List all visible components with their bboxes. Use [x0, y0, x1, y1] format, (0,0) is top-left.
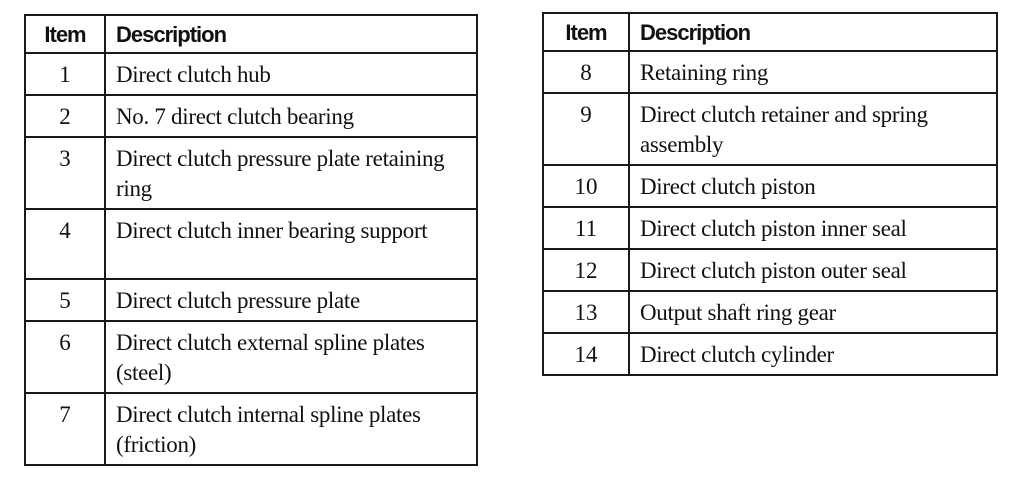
- item-number: 7: [25, 393, 105, 465]
- parts-table-left: [24, 14, 478, 466]
- table-row: [25, 95, 477, 137]
- item-number: 6: [25, 321, 105, 393]
- item-number: 4: [25, 209, 105, 279]
- item-description: Direct clutch inner bearing support: [105, 209, 477, 279]
- item-number: 9: [543, 93, 629, 165]
- item-description: Direct clutch pressure plate retaining ring: [105, 137, 477, 209]
- item-number: 14: [543, 333, 629, 375]
- table-row: [25, 393, 477, 465]
- item-description: Direct clutch piston: [629, 165, 997, 207]
- item-number: 11: [543, 207, 629, 249]
- header-row: [543, 13, 997, 51]
- item-number: 12: [543, 249, 629, 291]
- item-number: 2: [25, 95, 105, 137]
- item-description: Direct clutch pressure plate: [105, 279, 477, 321]
- item-description: Direct clutch cylinder: [629, 333, 997, 375]
- table-row: [25, 209, 477, 279]
- item-number: 1: [25, 53, 105, 95]
- item-number: 10: [543, 165, 629, 207]
- description-header: Description: [105, 15, 477, 53]
- item-header: Item: [543, 13, 629, 51]
- item-description: Direct clutch retainer and spring assembly: [629, 93, 997, 165]
- item-description: Direct clutch internal spline plates (friction): [105, 393, 477, 465]
- table-row: [543, 51, 997, 93]
- item-number: 8: [543, 51, 629, 93]
- item-description: Direct clutch piston outer seal: [629, 249, 997, 291]
- item-description: Direct clutch external spline plates (steel): [105, 321, 477, 393]
- table-row: [25, 137, 477, 209]
- description-header: Description: [629, 13, 997, 51]
- item-number: 13: [543, 291, 629, 333]
- table-row: [543, 249, 997, 291]
- header-row: [25, 15, 477, 53]
- item-description: Direct clutch piston inner seal: [629, 207, 997, 249]
- item-header: Item: [25, 15, 105, 53]
- table-row: [25, 321, 477, 393]
- table-row: [543, 165, 997, 207]
- parts-table-right: [542, 12, 998, 376]
- table-row: [543, 291, 997, 333]
- item-description: Output shaft ring gear: [629, 291, 997, 333]
- item-description: No. 7 direct clutch bearing: [105, 95, 477, 137]
- table-row: [543, 333, 997, 375]
- table-row: [543, 93, 997, 165]
- item-description: Retaining ring: [629, 51, 997, 93]
- item-number: 3: [25, 137, 105, 209]
- table-row: [25, 53, 477, 95]
- table-row: [543, 207, 997, 249]
- table-row: [25, 279, 477, 321]
- item-number: 5: [25, 279, 105, 321]
- item-description: Direct clutch hub: [105, 53, 477, 95]
